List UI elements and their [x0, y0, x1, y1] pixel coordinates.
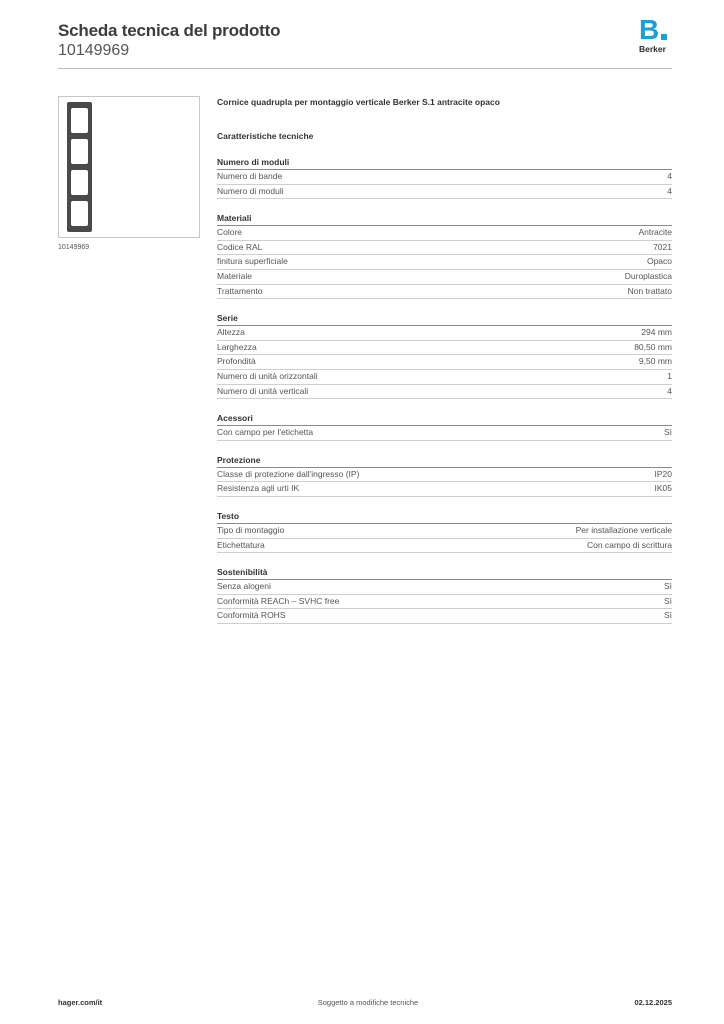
- spec-section: [217, 312, 672, 399]
- spec-row: [217, 385, 672, 400]
- frame-slot: [71, 201, 88, 226]
- spec-value: 7021: [653, 241, 672, 252]
- spec-label: Etichettatura: [217, 539, 265, 550]
- specs-heading: Caratteristiche tecniche: [217, 131, 314, 141]
- spec-label: Numero di unità orizzontali: [217, 370, 318, 381]
- image-caption: 10149969: [58, 244, 90, 251]
- berker-logo: [639, 16, 675, 56]
- spec-label: Numero di bande: [217, 171, 283, 181]
- product-title: Cornice quadrupla per montaggio verticale Berker S.1 antracite opaco: [217, 97, 500, 107]
- frame-graphic: [67, 102, 92, 232]
- spec-section: [217, 412, 672, 441]
- section-heading: Materiali: [217, 212, 672, 226]
- spec-section: [217, 212, 672, 299]
- spec-section: [217, 454, 672, 497]
- spec-label: Trattamento: [217, 285, 263, 296]
- spec-row: [217, 341, 672, 356]
- spec-row: [217, 270, 672, 285]
- spec-label: Materiale: [217, 270, 252, 281]
- spec-label: Senza alogeni: [217, 581, 271, 592]
- spec-content: [217, 96, 672, 624]
- spec-value: 294 mm: [641, 327, 672, 338]
- spec-row: [217, 482, 672, 497]
- spec-value: Sì: [663, 581, 672, 592]
- spec-row: [217, 580, 672, 595]
- frame-slot: [71, 170, 88, 195]
- spec-label: Tipo di montaggio: [217, 524, 285, 535]
- spec-label: Colore: [217, 227, 243, 238]
- spec-row: [217, 226, 672, 241]
- section-heading: Sostenibilità: [217, 566, 672, 580]
- header-divider: [58, 68, 672, 69]
- spec-value: Sì: [663, 595, 672, 606]
- spec-value: 1: [667, 370, 672, 381]
- spec-section: [217, 156, 672, 199]
- section-heading: Acessori: [217, 412, 672, 426]
- footer-date: 02.12.2025: [634, 998, 672, 1007]
- spec-row: [217, 185, 672, 200]
- spec-value: 4: [667, 171, 672, 181]
- page-title: Scheda tecnica del prodotto: [58, 21, 281, 40]
- spec-label: Codice RAL: [217, 241, 263, 252]
- spec-value: IP20: [654, 468, 672, 479]
- spec-label: Profondità: [217, 356, 256, 367]
- spec-value: Per installazione verticale: [575, 524, 672, 535]
- footer-website: hager.com/it: [58, 998, 103, 1007]
- frame-slot: [71, 139, 88, 164]
- logo-name: Berker: [639, 44, 666, 54]
- section-heading: Serie: [217, 312, 672, 326]
- spec-value: Sì: [663, 610, 672, 621]
- spec-value: 4: [667, 385, 672, 396]
- spec-row: [217, 255, 672, 270]
- section-heading: Protezione: [217, 454, 672, 468]
- spec-sections: [217, 156, 672, 624]
- spec-value: 4: [667, 185, 672, 196]
- spec-label: Altezza: [217, 327, 245, 338]
- spec-label: Con campo per l'etichetta: [217, 427, 314, 438]
- spec-label: Numero di moduli: [217, 185, 284, 196]
- spec-row: [217, 524, 672, 539]
- logo-dot: [661, 34, 667, 40]
- spec-label: Numero di unità verticali: [217, 385, 309, 396]
- spec-value: IK05: [654, 483, 672, 494]
- spec-value: Con campo di scrittura: [586, 539, 672, 550]
- spec-label: Larghezza: [217, 341, 257, 352]
- document-header: [58, 20, 280, 60]
- spec-row: [217, 241, 672, 256]
- spec-row: [217, 355, 672, 370]
- spec-row: [217, 595, 672, 610]
- spec-row: [217, 426, 672, 441]
- spec-value: Duroplastica: [624, 270, 672, 281]
- spec-label: Conformità REACh – SVHC free: [217, 595, 340, 606]
- spec-row: [217, 468, 672, 483]
- spec-row: [217, 539, 672, 554]
- product-image: [58, 96, 200, 238]
- spec-row: [217, 285, 672, 300]
- spec-label: Classe di protezione dall'ingresso (IP): [217, 468, 360, 479]
- spec-label: Conformità ROHS: [217, 610, 286, 621]
- spec-row: [217, 170, 672, 185]
- logo-letter: B: [639, 14, 660, 45]
- spec-label: Resistenza agli urti IK: [217, 483, 300, 494]
- spec-value: 9,50 mm: [638, 356, 672, 367]
- spec-section: [217, 566, 672, 624]
- section-heading: Numero di moduli: [217, 156, 672, 170]
- spec-value: Antracite: [638, 227, 672, 238]
- spec-value: Non trattato: [627, 285, 672, 296]
- spec-row: [217, 609, 672, 624]
- frame-slot: [71, 108, 88, 133]
- spec-value: Sì: [663, 427, 672, 438]
- spec-value: 80,50 mm: [634, 341, 672, 352]
- spec-value: Opaco: [646, 256, 672, 267]
- footer-note: Soggetto a modifiche tecniche: [317, 998, 419, 1007]
- section-heading: Testo: [217, 510, 672, 524]
- spec-row: [217, 326, 672, 341]
- spec-section: [217, 510, 672, 553]
- spec-label: finitura superficiale: [217, 256, 288, 267]
- spec-row: [217, 370, 672, 385]
- product-code: 10149969: [58, 42, 130, 59]
